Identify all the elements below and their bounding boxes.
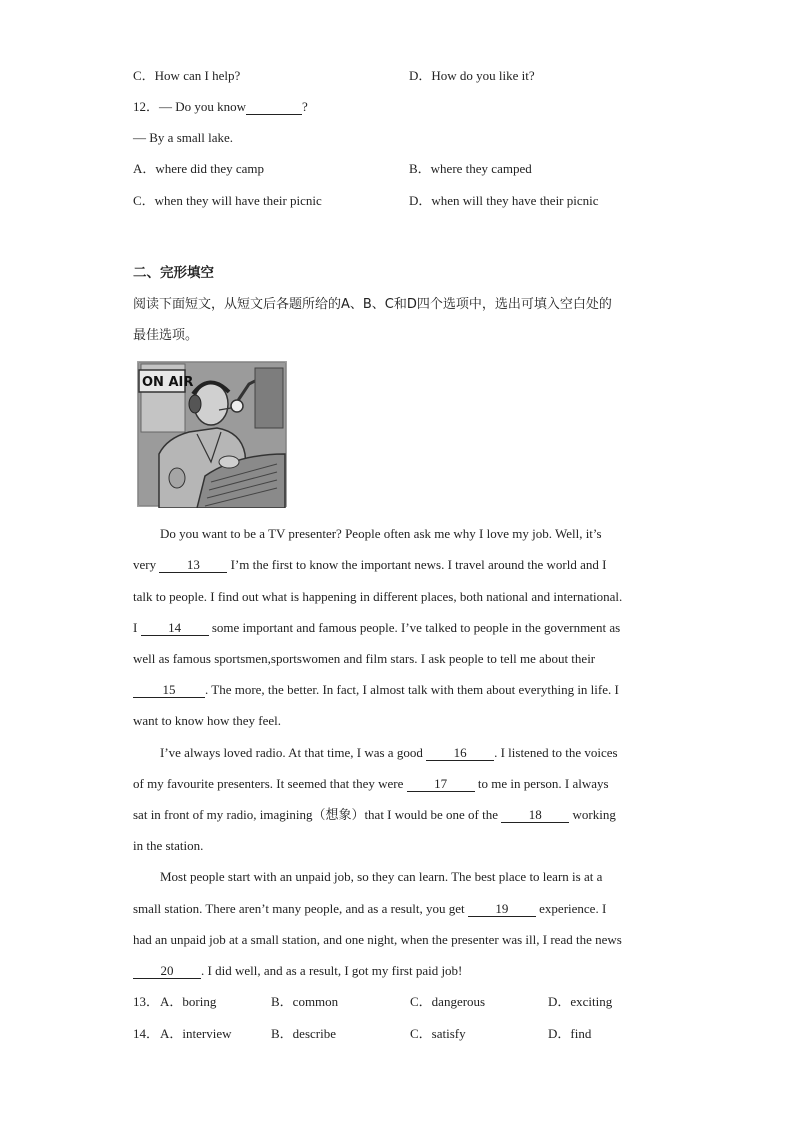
- p3-line-2-start: small station. There aren’t many people, and as a result, you get: [133, 901, 465, 916]
- p1-line-6-end: . The more, the better. In fact, I almost talk with them about everything in life. I: [205, 682, 619, 697]
- q11-option-d: D．How do you like it?: [409, 68, 535, 83]
- blank-19: 19: [468, 901, 536, 917]
- p3-line-4-end: . I did well, and as a result, I got my first paid job!: [201, 963, 463, 978]
- radio-presenter-illustration: [137, 358, 290, 508]
- p1-line-2-end: I’m the first to know the important news. I travel around the world and I: [230, 557, 607, 572]
- q12-prompt-end: ?: [302, 99, 308, 114]
- p2-line-2-start: of my favourite presenters. It seemed that they were: [133, 776, 404, 791]
- p1-line-2: [133, 556, 606, 574]
- blank-16: 16: [426, 745, 494, 761]
- p2-line-3-start: sat in front of my radio, imagining（想象）that I would be one of the: [133, 807, 499, 822]
- q12-answer: — By a small lake.: [133, 130, 234, 145]
- p1-line-1: Do you want to be a TV presenter? People often ask me why I love my job. Well, it’s: [160, 526, 602, 541]
- blank-13: 13: [159, 557, 227, 573]
- section-instruction-1: 阅读下面短文，从短文后各题所给的A、B、C和D四个选项中，选出可填入空白处的: [133, 297, 612, 312]
- p3-line-4: [133, 962, 462, 980]
- p3-line-2: [133, 900, 606, 918]
- q13-number: 13．: [133, 994, 160, 1009]
- p1-line-4: [133, 619, 620, 637]
- blank-18: 18: [501, 807, 569, 823]
- q12-blank: [246, 99, 302, 115]
- q14-option-d: D．find: [548, 1026, 592, 1041]
- q12-option-d: D．when will they have their picnic: [409, 193, 599, 208]
- p1-line-7: want to know how they feel.: [133, 713, 282, 728]
- q11-option-c: C．How can I help?: [133, 68, 241, 83]
- q12-prompt-start: 12．— Do you know: [133, 99, 247, 114]
- on-air-sign: ON AIR: [142, 375, 194, 390]
- p3-line-2-end: experience. I: [539, 901, 607, 916]
- p1-line-6: [133, 681, 619, 699]
- p1-line-2-start: very: [133, 557, 157, 572]
- q12-option-c: C．when they will have their picnic: [133, 193, 322, 208]
- q14-option-c: C．satisfy: [410, 1026, 466, 1041]
- q14-option-b: B．describe: [271, 1026, 336, 1041]
- p1-line-4-end: some important and famous people. I’ve talked to people in the government as: [211, 620, 621, 635]
- q13-option-d: D．exciting: [548, 994, 613, 1009]
- q12-option-a: A．where did they camp: [133, 161, 265, 176]
- p2-line-3-end: working: [572, 807, 616, 822]
- q13-option-b: B．common: [271, 994, 339, 1009]
- q13-option-a: A．boring: [160, 994, 217, 1009]
- p2-line-1: [160, 744, 618, 762]
- p2-line-1-start: I’ve always loved radio. At that time, I was a good: [160, 745, 423, 760]
- blank-15: 15: [133, 682, 205, 698]
- q13-option-c: C．dangerous: [410, 994, 486, 1009]
- p3-line-3: had an unpaid job at a small station, and one night, when the presenter was ill, I read the news: [133, 932, 622, 947]
- q14-number: 14．: [133, 1026, 160, 1041]
- p2-line-1-end: . I listened to the voices: [494, 745, 618, 760]
- p2-line-2-end: to me in person. I always: [477, 776, 609, 791]
- p3-line-1: Most people start with an unpaid job, so they can learn. The best place to learn is at a: [160, 869, 603, 884]
- blank-17: 17: [407, 776, 475, 792]
- blank-20: 20: [133, 963, 201, 979]
- section-instruction-2: 最佳选项。: [133, 328, 199, 343]
- p1-line-3: talk to people. I find out what is happening in different places, both national and international.: [133, 589, 623, 604]
- section-title: 二、完形填空: [133, 265, 214, 281]
- q12-option-b: B．where they camped: [409, 161, 532, 176]
- q14-option-a: A．interview: [160, 1026, 232, 1041]
- blank-14: 14: [141, 620, 209, 636]
- p2-line-3: [133, 806, 616, 824]
- p1-line-4-start: I: [133, 620, 138, 635]
- p2-line-4: in the station.: [133, 838, 204, 853]
- p2-line-2: [133, 775, 609, 793]
- q12-prompt: [133, 98, 308, 116]
- p1-line-5: well as famous sportsmen,sportswomen and film stars. I ask people to tell me about their: [133, 651, 596, 666]
